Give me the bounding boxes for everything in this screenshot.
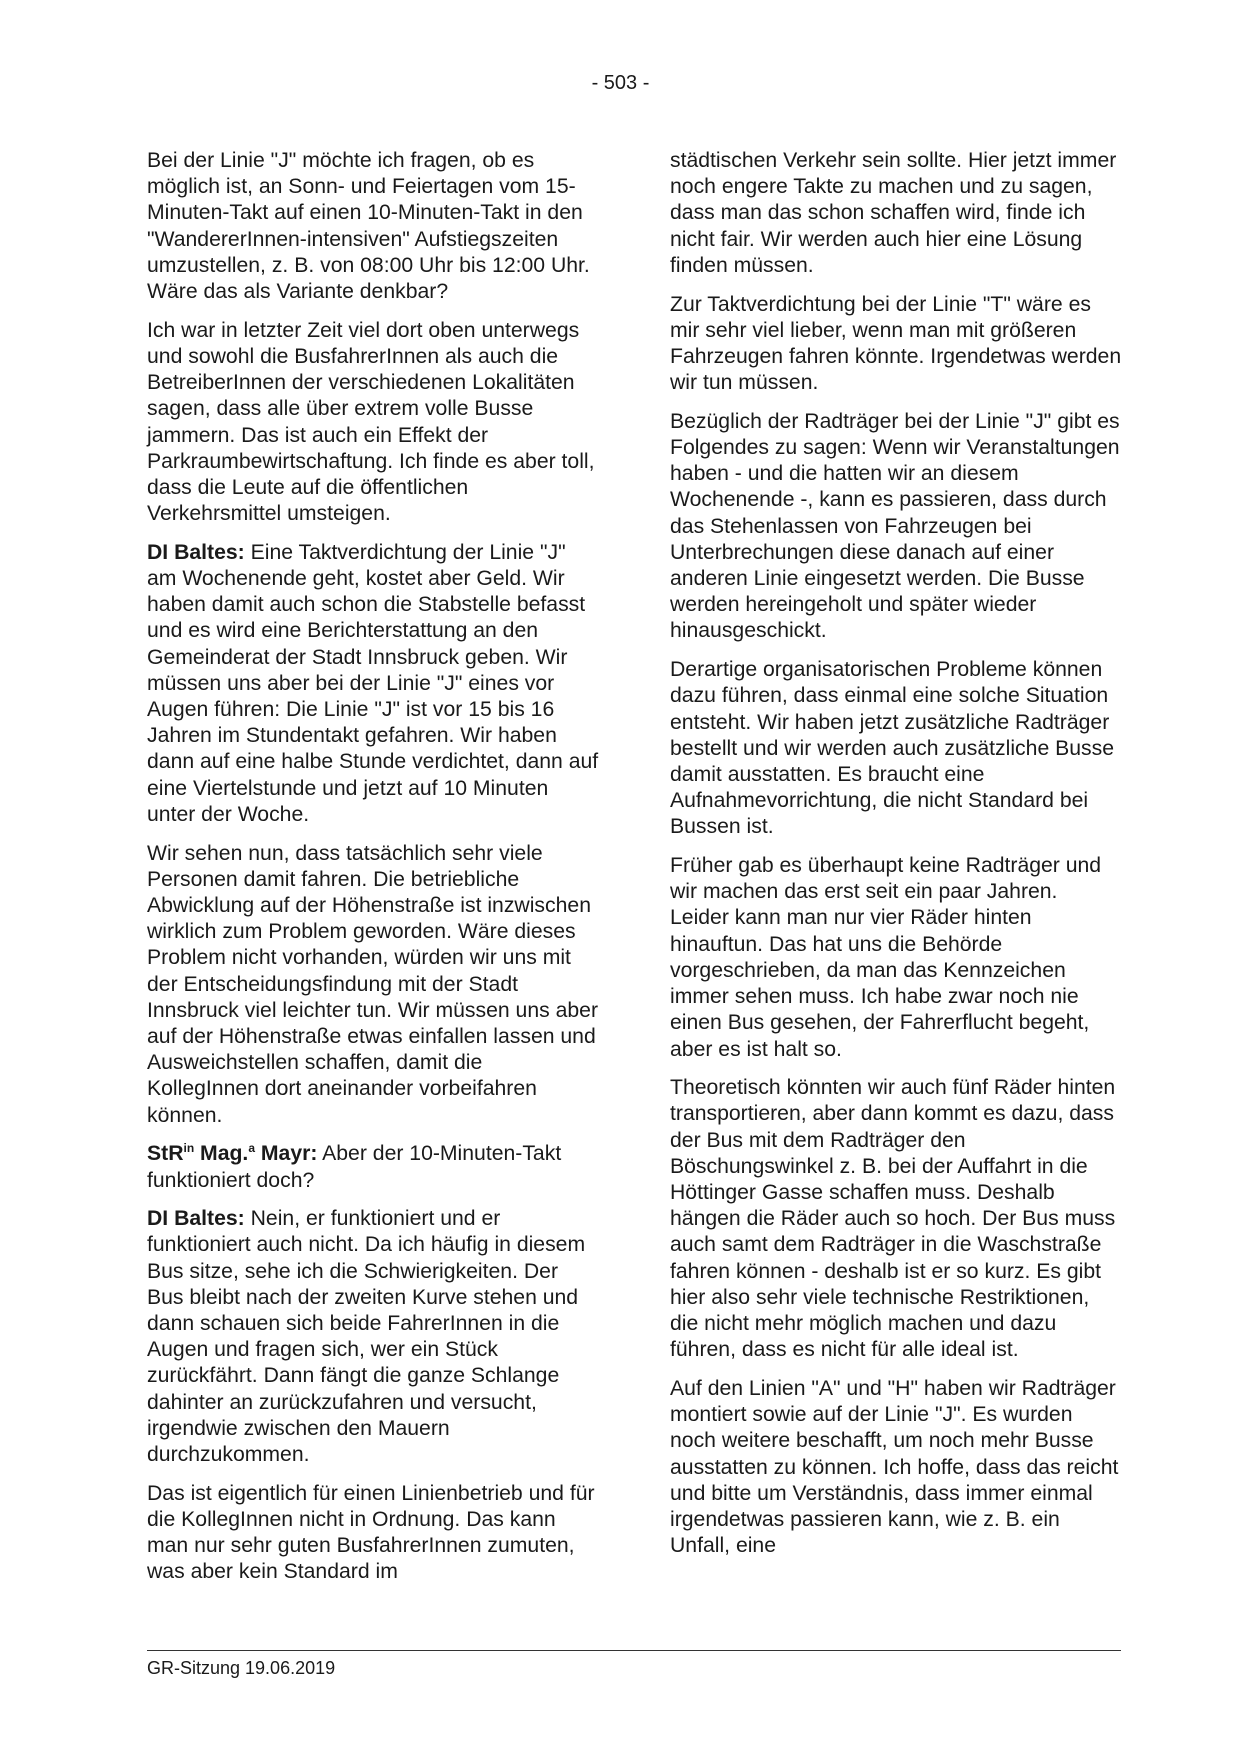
paragraph: Auf den Linien "A" und "H" haben wir Radträger montiert sowie auf der Linie "J". Es wurden noch weitere beschafft, um noch mehr Busse ausstatten zu können. Ich hoffe, dass das reicht und bitte um Verständnis, dass immer einmal irgendetwas passieren kann, wie z. B. ein Unfall, eine: [670, 1376, 1119, 1558]
paragraph: Das ist eigentlich für einen Linienbetrieb und für die KollegInnen nicht in Ordnung. Das kann man nur sehr guten BusfahrerInnen zumuten, was aber kein Standard im: [147, 1481, 595, 1584]
paragraph: StR$^{in}$ Mag.$^a$ Mayr: Aber der 10-Minuten-Takt funktioniert doch?: [147, 1141, 562, 1192]
speaker-name: StR$^{in}$ Mag.$^a$ Mayr:: [147, 1141, 318, 1166]
page-number: - 503 -: [591, 72, 650, 94]
paragraph: Früher gab es überhaupt keine Radträger und wir machen das erst seit ein paar Jahren. Leider kann man nur vier Räder hinten hinauftun. Das hat uns die Behörde vorgeschrieben, da man das Kennzeichen immer sehen muss. Ich habe zwar noch nie einen Bus gesehen, der Fahrerflucht begeht, aber es ist halt so.: [670, 854, 1102, 1061]
paragraph: Wir sehen nun, dass tatsächlich sehr viele Personen damit fahren. Die betriebliche Abwicklung auf der Höhenstraße ist inzwischen wirklich zum Problem geworden. Wäre dieses Problem nicht vorhanden, würden wir uns mit der Entscheidungsfindung mit der Stadt Innsbruck viel leichter tun. Wir müssen uns aber auf der Höhenstraße etwas einfallen lassen und Ausweichstellen schaffen, damit die KollegInnen dort aneinander vorbeifahren können.: [147, 841, 599, 1127]
paragraph: DI Baltes: Eine Taktverdichtung der Linie "J" am Wochenende geht, kostet aber Geld. Wir haben damit auch schon die Stabstelle befasst und es wird eine Berichterstattung an den Gemeinderat der Stadt Innsbruck geben. Wir müssen uns aber bei der Linie "J" eines vor Augen führen: Die Linie "J" ist vor 15 bis 16 Jahren im Stundentakt gefahren. Wir haben dann auf eine halbe Stunde verdichtet, dann auf eine Viertelstunde und jetzt auf 10 Minuten unter der Woche.: [147, 540, 599, 826]
paragraph: städtischen Verkehr sein sollte. Hier jetzt immer noch engere Takte zu machen und zu sagen, dass man das schon schaffen wird, finde ich nicht fair. Wir werden auch hier eine Lösung finden müssen.: [670, 149, 1117, 277]
paragraph: Derartige organisatorischen Probleme können dazu führen, dass einmal eine solche Situation entsteht. Wir haben jetzt zusätzliche Radträger bestellt und wir werden auch zusätzliche Busse damit ausstatten. Es braucht eine Aufnahmevorrichtung, die nicht Standard bei Bussen ist.: [670, 658, 1114, 839]
right-column: [670, 148, 1122, 1572]
paragraph: Bezüglich der Radträger bei der Linie "J" gibt es Folgendes zu sagen: Wenn wir Veranstaltungen haben - und die hatten wir an diesem Wochenende -, kann es passieren, dass durch das Stehenlassen von Fahrzeugen bei Unterbrechungen diese danach auf einer anderen Linie eingesetzt werden. Die Busse werden hereingeholt und später wieder hinausgeschickt.: [670, 409, 1120, 643]
paragraph: Bei der Linie "J" möchte ich fragen, ob es möglich ist, an Sonn- und Feiertagen vom 15-Minuten-Takt auf einen 10-Minuten-Takt in den "WandererInnen-intensiven" Aufstiegszeiten umzustellen, z. B. von 08:00 Uhr bis 12:00 Uhr. Wäre das als Variante denkbar?: [147, 149, 590, 304]
paragraph: Ich war in letzter Zeit viel dort oben unterwegs und sowohl die BusfahrerInnen als auch die BetreiberInnen der verschiedenen Lokalitäten sagen, dass alle über extrem volle Busse jammern. Das ist auch ein Effekt der Parkraumbewirtschaftung. Ich finde es aber toll, dass die Leute auf die öffentlichen Verkehrsmittel umsteigen.: [147, 318, 595, 526]
footer-divider: [147, 1650, 1121, 1651]
footer-session-date: GR-Sitzung 19.06.2019: [147, 1658, 336, 1678]
left-column: [147, 148, 599, 1598]
paragraph: Zur Taktverdichtung bei der Linie "T" wäre es mir sehr viel lieber, wenn man mit größeren Fahrzeugen fahren könnte. Irgendetwas werden wir tun müssen.: [670, 292, 1122, 395]
speaker-name: DI Baltes:: [147, 540, 245, 564]
speaker-name: DI Baltes:: [147, 1207, 245, 1231]
paragraph: DI Baltes: Nein, er funktioniert und er funktioniert auch nicht. Da ich häufig in diesem Bus sitze, sehe ich die Schwierigkeiten. Der Bus bleibt nach der zweiten Kurve stehen und dann schauen sich beide FahrerInnen in die Augen und fragen sich, wer ein Stück zurückfährt. Dann fängt die ganze Schlange dahinter an zurückzufahren und versucht, irgendwie zwischen den Mauern durchzukommen.: [147, 1207, 586, 1467]
paragraph: Theoretisch könnten wir auch fünf Räder hinten transportieren, aber dann kommt es dazu, dass der Bus mit dem Radträger den Böschungswinkel z. B. bei der Auffahrt in die Höttinger Gasse schaffen muss. Deshalb hängen die Räder auch so hoch. Der Bus muss auch samt dem Radträger in die Waschstraße fahren können - deshalb ist er so kurz. Es gibt hier also sehr viele technische Restriktionen, die nicht mehr möglich machen und dazu führen, dass es nicht für alle ideal ist.: [670, 1076, 1116, 1362]
